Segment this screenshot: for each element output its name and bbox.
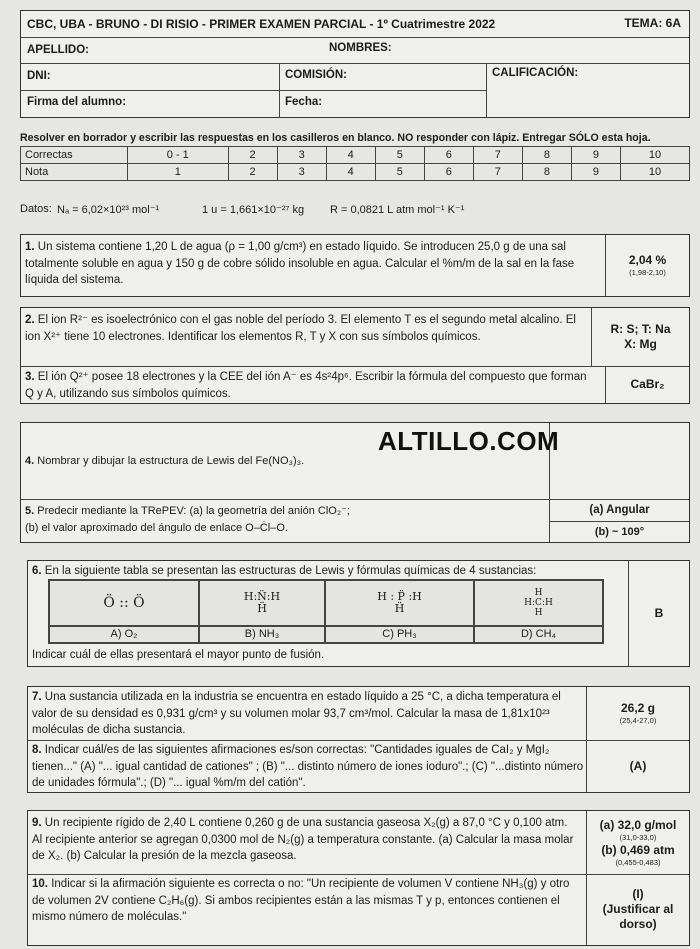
question-body: El ión Q²⁺ posee 18 electrones y la CEE del ión A⁻ es 4s²4p⁶. Escribir la fórmula del compuesto que forman Q y A, utilizando sus símbolos químicos. <box>25 371 587 400</box>
answer-value: (Justificar al dorso) <box>602 902 674 931</box>
answer-3[interactable] <box>605 366 689 403</box>
substances-table <box>48 579 604 644</box>
cell: 8 <box>522 164 571 181</box>
divider <box>21 90 486 91</box>
exam-title: CBC, UBA - BRUNO - DI RISIO - PRIMER EXAMEN PARCIAL - 1º Cuatrimestre 2022 <box>27 17 496 31</box>
nombres-field[interactable]: NOMBRES: <box>329 42 392 54</box>
lewis-structure: Ḧ <box>394 602 405 615</box>
question-number: 5. <box>25 505 35 517</box>
comision-field[interactable]: COMISIÓN: <box>285 69 347 81</box>
cell: 0 - 1 <box>128 147 229 164</box>
watermark: ALTILLO.COM <box>378 426 560 456</box>
header-box <box>20 10 690 118</box>
answer-7[interactable] <box>586 687 689 740</box>
substance-c-label: C) PH₃ <box>325 626 474 643</box>
instructions: Resolver en borrador y escribir las respuestas en los casilleros en blanco. NO responder con lápiz. Entregar SÓLO esta hoja. <box>20 132 651 144</box>
answer-value: 2,04 % <box>628 253 667 267</box>
lewis-structure: H:N̈:H <box>243 590 281 603</box>
answer-value: B <box>654 606 664 620</box>
answer-5a[interactable] <box>549 499 689 521</box>
question-4-5-box <box>20 422 690 543</box>
question-number: 6. <box>32 565 42 577</box>
answer-value: (b) 0,469 atm <box>601 842 675 857</box>
lewis-structure: H <box>534 588 543 598</box>
firma-field[interactable]: Firma del alumno: <box>27 96 127 108</box>
lewis-structure: Ḧ <box>257 602 267 615</box>
cell: 1 <box>128 164 229 181</box>
answer-value: CaBr₂ <box>630 377 665 391</box>
datos-r: R = 0,0821 L atm mol⁻¹ K⁻¹ <box>330 204 465 216</box>
answer-4[interactable] <box>549 423 689 499</box>
cell: 4 <box>326 147 375 164</box>
cell: 9 <box>571 147 620 164</box>
lewis-structure: H : P̈ :H <box>377 590 422 603</box>
substance-a <box>49 580 199 626</box>
lewis-structure: Ö :: Ö <box>103 595 145 611</box>
question-number: 4. <box>25 455 35 467</box>
answer-5b[interactable] <box>549 521 689 542</box>
question-number: 1. <box>25 241 35 253</box>
table-row <box>21 147 690 164</box>
answer-value: 26,2 g <box>620 701 656 715</box>
substance-b <box>199 580 325 626</box>
answer-value: (b) ~ 109° <box>594 525 645 538</box>
question-body: El ion R²⁻ es isoelectrónico con el gas noble del período 3. El elemento T es el segundo metal alcalino. El ion X²⁺ tiene 10 electrones. Identificar los elementos R, T y X con sus símbolos químicos. <box>25 314 576 343</box>
substance-d-label: D) CH₄ <box>474 626 603 643</box>
question-body: Un sistema contiene 1,20 L de agua (ρ = 1,00 g/cm³) en estado líquido. Se introducen 25,0 g de una sal totalmente soluble en agua y 150 g de cobre sólido insoluble en agua. Calcular el %m/m de la sal en la fase líquida del sistema. <box>25 241 575 286</box>
question-number: 8. <box>32 744 42 756</box>
question-number: 3. <box>25 371 35 383</box>
datos-avogadro: Nₐ = 6,02×10²³ mol⁻¹ <box>57 204 160 216</box>
row-label: Correctas <box>21 147 128 164</box>
datos-label: Datos: <box>20 203 52 215</box>
substance-a-label: A) O₂ <box>49 626 199 643</box>
cell: 6 <box>424 147 473 164</box>
answer-9[interactable] <box>586 811 689 874</box>
cell: 3 <box>277 164 326 181</box>
question-10-text <box>32 876 584 926</box>
question-body: Nombrar y dibujar la estructura de Lewis del Fe(NO₃)₃. <box>37 455 305 467</box>
question-body: En la siguiente tabla se presentan las estructuras de Lewis y fórmulas químicas de 4 sustancias: <box>44 565 537 577</box>
question-2-text <box>25 312 585 345</box>
question-7-8-box <box>27 686 690 793</box>
answer-range: (1,98-2,10) <box>629 268 666 277</box>
question-3-text <box>25 369 595 402</box>
question-number: 10. <box>32 878 48 890</box>
lewis-structure: H <box>534 608 543 618</box>
answer-6[interactable] <box>628 561 689 666</box>
answer-range: (0,455-0,483) <box>615 857 661 867</box>
cell: 5 <box>375 147 424 164</box>
answer-value: (a) Angular <box>589 503 650 516</box>
question-2-3-box <box>20 307 690 404</box>
cell: 9 <box>571 164 620 181</box>
question-9-text <box>32 815 580 865</box>
answer-value: (a) 32,0 g/mol <box>599 817 677 832</box>
cell: 2 <box>228 164 277 181</box>
question-1-text <box>25 239 600 289</box>
question-body: Indicar si la afirmación siguiente es correcta o no: "Un recipiente de volumen V contiene NH₃(g) y otro de volumen 2V contiene C₂H₆(g). Si ambos recipientes están a las mismas T y p, entonces contienen el mismo número de moléculas." <box>32 878 570 923</box>
question-number: 7. <box>32 691 42 703</box>
question-6-footer: Indicar cuál de ellas presentará el mayor punto de fusión. <box>32 649 325 661</box>
divider <box>486 63 487 118</box>
grade-table <box>20 146 690 181</box>
row-label: Nota <box>21 164 128 181</box>
cell: 6 <box>424 164 473 181</box>
cell: 5 <box>375 164 424 181</box>
question-5-text <box>25 503 545 536</box>
answer-8[interactable] <box>586 740 689 792</box>
substance-b-label: B) NH₃ <box>199 626 325 643</box>
question-6-text <box>32 563 622 580</box>
cell: 7 <box>473 164 522 181</box>
question-6-box <box>27 560 690 667</box>
answer-range: (31,0-33,0) <box>619 832 657 842</box>
answer-value: (A) <box>629 758 647 773</box>
substance-c <box>325 580 474 626</box>
dni-field[interactable]: DNI: <box>27 70 51 82</box>
answer-10[interactable] <box>586 874 689 945</box>
divider <box>21 37 689 38</box>
question-body: Indicar cuál/es de las siguientes afirmaciones es/son correctas: "Cantidades iguales de CaI₂ y MgI₂ tienen..." (A) "... igual cantidad de cationes" ; (B) "... distinto número de iones ioduro".; (C) "...distinto número de unidades fórmula".; (D) "... igual %m/m del catión". <box>32 744 584 789</box>
cell: 10 <box>620 147 689 164</box>
cell: 10 <box>620 164 689 181</box>
divider <box>21 366 689 367</box>
divider <box>21 63 689 64</box>
answer-2[interactable] <box>591 308 689 366</box>
cell: 8 <box>522 147 571 164</box>
question-body: Un recipiente rígido de 2,40 L contiene 0,260 g de una sustancia gaseosa X₂(g) a 87,0 °C y 0,100 atm. Al recipiente anterior se agregan 0,0300 mol de N₂(g) a temperatura constante. (a) Calcular la masa molar de X₂. (b) Calcular la presión de la mezcla gaseosa. <box>32 817 574 862</box>
answer-value: X: Mg <box>624 337 657 351</box>
question-1-box <box>20 234 690 297</box>
cell: 3 <box>277 147 326 164</box>
fecha-field[interactable]: Fecha: <box>285 96 323 108</box>
question-9-10-box <box>27 810 690 946</box>
answer-1[interactable] <box>605 235 689 296</box>
datos-uma: 1 u = 1,661×10⁻²⁷ kg <box>202 204 305 216</box>
question-number: 2. <box>25 314 35 326</box>
cell: 4 <box>326 164 375 181</box>
calificacion-field: CALIFICACIÓN: <box>492 67 579 79</box>
tema-label: TEMA: 6A <box>624 16 681 30</box>
question-body: (b) el valor aproximado del ángulo de enlace O–Ċl–O. <box>25 521 288 534</box>
answer-value: R: S; T: Na <box>610 322 671 336</box>
substance-d <box>474 580 603 626</box>
apellido-field[interactable]: APELLIDO: <box>27 44 89 56</box>
question-body: Una sustancia utilizada en la industria se encuentra en estado líquido a 25 °C, a dicha temperatura el valor de su densidad es 0,931 g/cm³ y su volumen molar 93,7 cm³/mol. Calcular la masa de 1,81x10²³ moléculas de dicha sustancia. <box>32 691 561 736</box>
answer-value: (I) <box>632 887 644 901</box>
answer-range: (25,4-27,0) <box>619 716 657 725</box>
lewis-structure: H:C:H <box>524 598 553 608</box>
question-body: Predecir mediante la TRePEV: (a) la geometría del anión ClO₂⁻; <box>37 505 350 517</box>
question-number: 9. <box>32 817 42 829</box>
cell: 2 <box>228 147 277 164</box>
table-row <box>21 164 690 181</box>
question-7-text <box>32 689 572 739</box>
question-8-text <box>32 742 584 792</box>
cell: 7 <box>473 147 522 164</box>
